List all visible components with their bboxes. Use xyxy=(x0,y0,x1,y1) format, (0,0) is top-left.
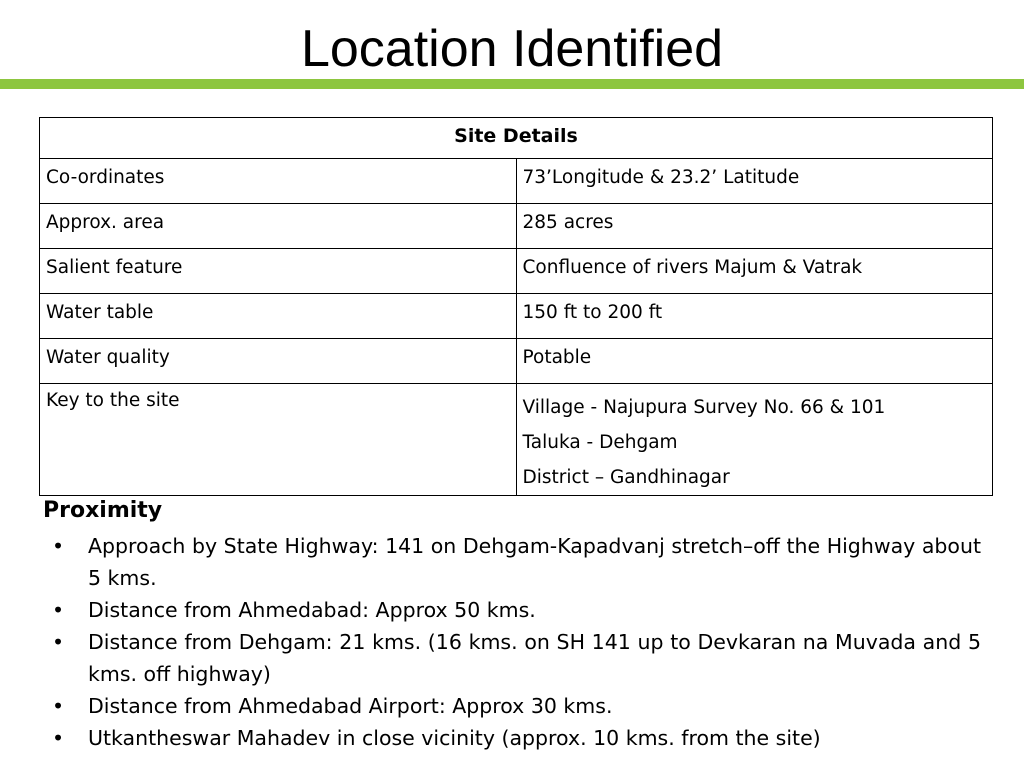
row-label: Co-ordinates xyxy=(40,159,517,204)
proximity-list xyxy=(50,530,981,754)
list-item-text: Distance from Ahmedabad: Approx 50 kms. xyxy=(88,598,536,622)
bullet-icon: • xyxy=(52,726,65,750)
proximity-heading: Proximity xyxy=(43,498,163,523)
table-row-salient-feature xyxy=(40,249,993,294)
key-line-village: Village - Najupura Survey No. 66 & 101 xyxy=(522,397,886,418)
list-item-text: Utkantheswar Mahadev in close vicinity (approx. 10 kms. from the site) xyxy=(88,726,821,750)
row-value: Confluence of rivers Majum & Vatrak xyxy=(516,249,993,294)
row-label: Salient feature xyxy=(40,249,517,294)
list-item xyxy=(50,530,981,594)
bullet-icon: • xyxy=(52,598,65,622)
list-item-text: Distance from Dehgam: 21 kms. (16 kms. on SH 141 up to Devkaran na Muvada and 5 kms. off highway) xyxy=(88,630,981,686)
list-item-text: Approach by State Highway: 141 on Dehgam-Kapadvanj stretch–off the Highway about 5 kms. xyxy=(88,534,981,590)
key-line-taluka: Taluka - Dehgam xyxy=(522,432,678,453)
row-value: 73’Longitude & 23.2’ Latitude xyxy=(516,159,993,204)
table-row-key-to-site xyxy=(40,384,993,496)
site-details-table xyxy=(39,117,993,496)
list-item xyxy=(50,626,981,690)
title-divider xyxy=(0,79,1024,89)
table-row-water-table xyxy=(40,294,993,339)
table-row-coordinates xyxy=(40,159,993,204)
row-label: Water table xyxy=(40,294,517,339)
list-item-text: Distance from Ahmedabad Airport: Approx 30 kms. xyxy=(88,694,613,718)
bullet-icon: • xyxy=(52,534,65,558)
table-row-area xyxy=(40,204,993,249)
list-item xyxy=(50,722,981,754)
table-heading: Site Details xyxy=(40,118,993,159)
row-label: Approx. area xyxy=(40,204,517,249)
row-value: 285 acres xyxy=(516,204,993,249)
row-value: 150 ft to 200 ft xyxy=(516,294,993,339)
table-header-row xyxy=(40,118,993,159)
key-line-district: District – Gandhinagar xyxy=(522,467,730,488)
row-label: Water quality xyxy=(40,339,517,384)
row-value: Potable xyxy=(516,339,993,384)
list-item xyxy=(50,594,981,626)
table-row-water-quality xyxy=(40,339,993,384)
bullet-icon: • xyxy=(52,630,65,654)
list-item xyxy=(50,690,981,722)
slide-title: Location Identified xyxy=(300,20,724,78)
row-value xyxy=(516,384,993,496)
row-label: Key to the site xyxy=(40,384,517,496)
bullet-icon: • xyxy=(52,694,65,718)
